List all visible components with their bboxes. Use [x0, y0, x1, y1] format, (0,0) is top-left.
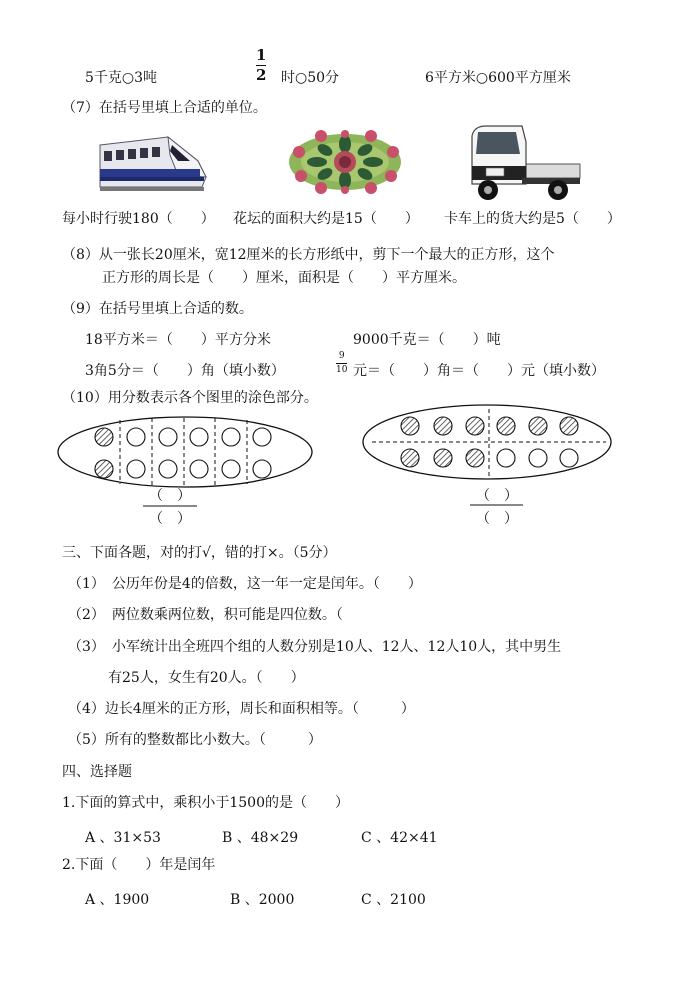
- s4-q1-option-b[interactable]: B 、48×29: [222, 830, 299, 846]
- s3-item-2: （2） 两位数乘两位数，积可能是四位数。（: [68, 607, 343, 623]
- s4-q2-option-b[interactable]: B 、2000: [230, 892, 295, 908]
- left-answer-numerator[interactable]: （ ）: [149, 488, 191, 504]
- section-3-title: 三、下面各题，对的打√，错的打×。（5分）: [62, 545, 337, 561]
- s4-q1-option-a[interactable]: A 、31×53: [85, 830, 161, 846]
- q8-line-1: （8）从一张长20厘米，宽12厘米的长方形纸中，剪下一个最大的正方形，这个: [62, 247, 555, 263]
- q7-title: （7）在括号里填上合适的单位。: [62, 100, 267, 116]
- compare-item-2: 时○50分: [281, 70, 340, 86]
- train-caption: 每小时行驶180（ ）: [62, 211, 215, 227]
- q9-title: （9）在括号里填上合适的数。: [62, 301, 253, 317]
- q9-item-c: 3角5分＝（ ）角（填小数）: [85, 363, 285, 379]
- fraction-numerator: 9: [338, 351, 345, 361]
- s4-q2-option-a[interactable]: A 、1900: [85, 892, 150, 908]
- compare-item-1: 5千克○3吨: [85, 70, 158, 86]
- right-answer-denominator[interactable]: （ ）: [476, 511, 518, 527]
- flowerbed-caption: 花坛的面积大约是15（ ）: [233, 211, 419, 227]
- s3-item-1: （1） 公历年份是4的倍数，这一年一定是闰年。（ ）: [68, 576, 422, 592]
- right-answer-numerator[interactable]: （ ）: [476, 488, 518, 504]
- fraction-denominator: 10: [336, 365, 348, 375]
- s4-q2-option-c[interactable]: C 、2100: [361, 892, 426, 908]
- s3-item-3: （3） 小军统计出全班四个组的人数分别是10人、12人、12人10人，其中男生: [68, 639, 562, 655]
- fraction-numerator: 1: [256, 46, 267, 64]
- q9-item-b: 9000千克＝（ ）吨: [353, 332, 501, 348]
- q8-line-2: 正方形的周长是（ ）厘米，面积是（ ）平方厘米。: [102, 270, 466, 286]
- q10-title: （10）用分数表示各个图里的涂色部分。: [62, 390, 318, 406]
- s4-question-1: 1.下面的算式中，乘积小于1500的是（ ）: [62, 795, 349, 811]
- section-4-title: 四、选择题: [62, 764, 132, 780]
- q9-item-d: 元＝（ ）角＝（ ）元（填小数）: [353, 363, 605, 379]
- truck-caption: 卡车上的货大约是5（ ）: [444, 211, 621, 227]
- compare-item-3: 6平方米○600平方厘米: [425, 70, 571, 86]
- q9-item-a: 18平方米＝（ ）平方分米: [85, 332, 271, 348]
- s3-item-5: （5）所有的整数都比小数大。（ ）: [68, 732, 322, 748]
- s4-question-2: 2.下面（ ）年是闰年: [62, 857, 216, 873]
- left-answer-denominator[interactable]: （ ）: [149, 511, 191, 527]
- s3-item-3-cont: 有25人，女生有20人。（ ）: [108, 670, 305, 686]
- s3-item-4: （4）边长4厘米的正方形，周长和面积相等。（ ）: [68, 701, 415, 717]
- s4-q1-option-c[interactable]: C 、42×41: [361, 830, 438, 846]
- fraction-denominator: 2: [256, 66, 267, 84]
